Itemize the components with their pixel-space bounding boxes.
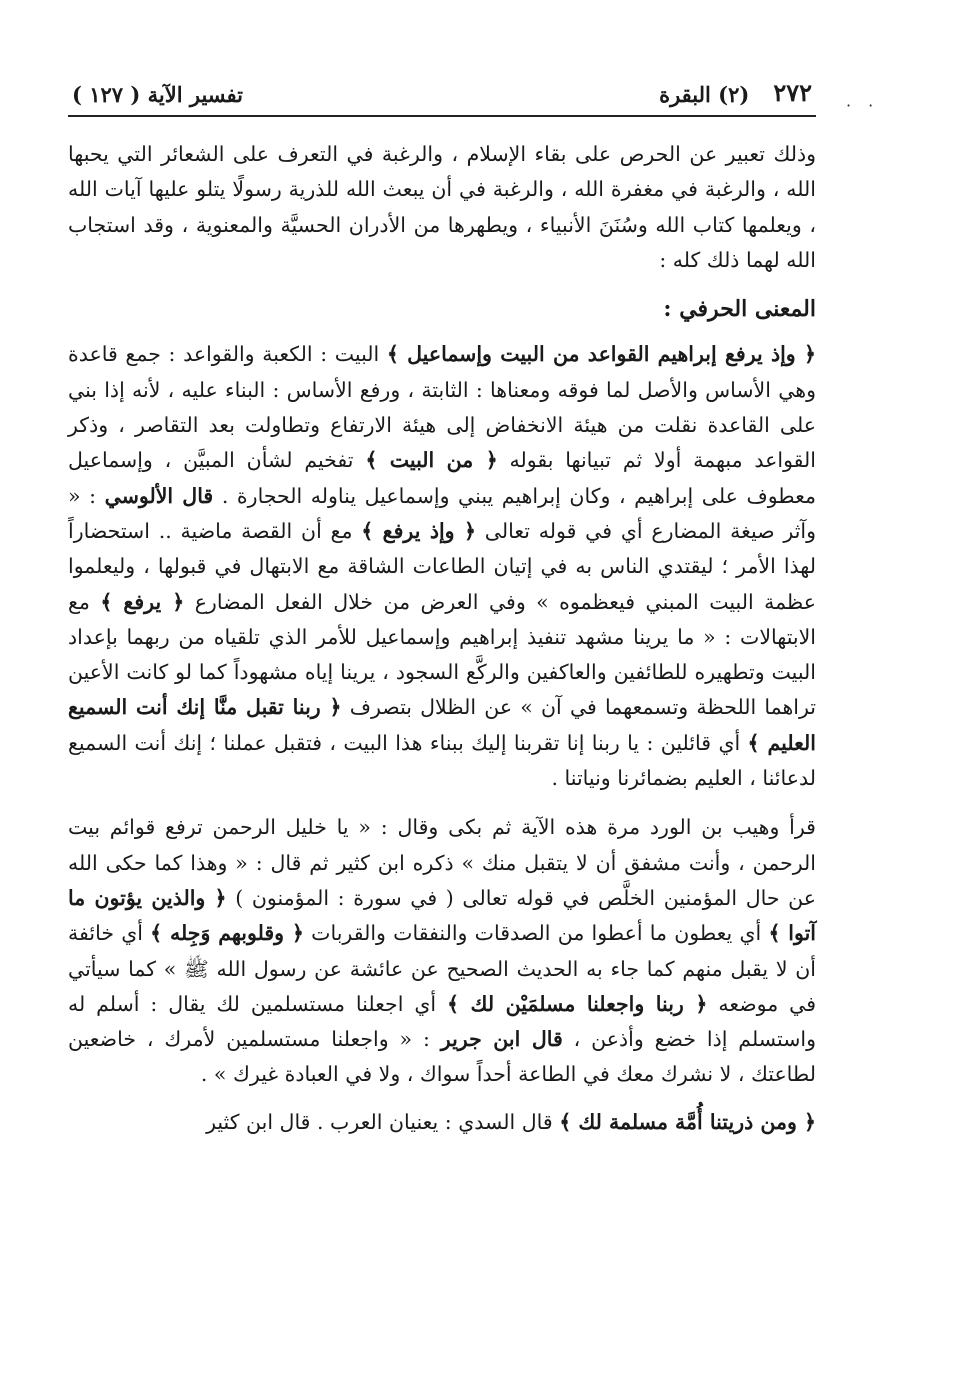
text-run: البيت : الكعبة والقواعد : جمع قاعدة وهي الأساس والأصل لما فوقه ومعناها : الثابتة ، ورفع الأساس : البناء عليه ، لأنه إذا بني على القاعدة نقلت من هيئة الانخفاض إلى هيئة الارتفاع وتطاولت بعد التقاصر ، وذكر القواعد مبهمة أولا ثم تبيانها بقوله — [68, 342, 816, 473]
text-run: أي قائلين : يا ربنا إنا تقربنا إليك ببناء هذا البيت ، فتقبل عملنا ؛ إنك أنت السميع لدعائنا ، العليم بضمائرنا ونياتنا . — [68, 730, 816, 791]
book-page — [68, 78, 816, 1140]
scholar-name: قال ابن جرير — [440, 1027, 563, 1052]
quran-quote: ﴿ ربنا واجعلنا مسلمَيْن لك ﴾ — [447, 991, 708, 1016]
quran-quote: ﴿ ربنا تقبل منَّا إنك أنت السميع العليم ﴾ — [68, 695, 816, 755]
text-run: : « وآثر صيغة المضارع أي في قوله تعالى — [68, 483, 817, 543]
text-run: : « واجعلنا مستسلمين لأمرك ، خاضعين لطاعتك ، لا نشرك معك في الطاعة أحداً سواك ، ولا في العبادة غيرك » . — [68, 1027, 816, 1087]
text-run: قرأ وهيب بن الورد مرة هذه الآية ثم بكى وقال : « يا خليل الرحمن ترفع قوائم بيت الرحمن ، وأنت مشفق أن لا يتقبل منك » ذكره ابن كثير ثم قال : « وهذا كما حكى الله عن حال المؤمنين الخلَّص في قوله تعالى ( في سورة : المؤمنون ) — [68, 815, 816, 910]
section-heading: المعنى الحرفي : — [663, 296, 816, 323]
quran-quote: ﴿ ومن ذريتنا أُمَّة مسلمة لك ﴾ — [559, 1109, 816, 1134]
page-number: ٢٧٢ — [773, 78, 812, 107]
quran-quote: ﴿ وقلوبهم وَجِله ﴾ — [150, 921, 304, 946]
text-run: أي خائفة أن لا يقبل منهم كما جاء به الحديث الصحيح عن عائشة عن رسول الله ﷺ » كما سيأتي في موضعه — [68, 921, 817, 1016]
surah-title: (٢) البقرة — [659, 82, 750, 107]
scholar-name: قال الألوسي — [104, 483, 214, 508]
quran-quote: ﴿ يرفع ﴾ — [100, 589, 185, 614]
quran-quote: ﴿ والذين يؤتون ما آتوا ﴾ — [68, 885, 816, 946]
text-run: مع الابتهالات : « ما يرينا مشهد تنفيذ إبراهيم وإسماعيل للأمر الذي تلقياه من ربهما بإعداد البيت وتطهيره للطائفين والعاكفين والركَّع السجود ، يرينا إياه مشهوداً كما لو كانت الأعين تراهما اللحظة وتسمعهما في آن » عن الظلال بتصرف — [68, 589, 816, 720]
text-run: أي اجعلنا مستسلمين لك يقال : أسلم له واستسلم إذا خضع وأذعن ، — [68, 991, 816, 1052]
offspring-paragraph — [68, 1105, 816, 1140]
quran-quote: ﴿ من البيت ﴾ — [365, 448, 498, 473]
quran-quote: ﴿ وإذ يرفع إبراهيم القواعد من البيت وإسماعيل ﴾ — [386, 342, 816, 367]
quran-quote: ﴿ وإذ يرفع ﴾ — [361, 518, 476, 543]
text-run: قال السدي : يعنيان العرب . قال ابن كثير — [206, 1109, 560, 1134]
text-run: تفخيم لشأن المبيَّن ، وإسماعيل معطوف على إبراهيم ، وكان إبراهيم يبني وإسماعيل يناوله الحجارة . — [68, 448, 816, 508]
corner-marks: · · — [846, 96, 880, 115]
header-right — [659, 78, 812, 107]
text-run: مع أن القصة ماضية .. استحضاراً لهذا الأمر ؛ ليقتدي الناس به في إتيان الطاعات الشاقة مع الابتهال في قبولها ، وليعلموا عظمة البيت المبني فيعظموه » وفي العرض من خلال الفعل المضارع — [68, 518, 816, 614]
text-run: أي يعطون ما أعطوا من الصدقات والنفقات والقربات — [303, 921, 769, 946]
literal-meaning-paragraph — [68, 337, 816, 796]
page-header — [68, 78, 816, 117]
page-content — [68, 137, 816, 1140]
intro-paragraph: وذلك تعبير عن الحرص على بقاء الإسلام ، والرغبة في التعرف على الشعائر التي يحبها الله ، والرغبة في مغفرة الله ، والرغبة في أن يبعث الله للذرية رسولًا يتلو عليها آيات الله ، ويعلمها كتاب الله وسُنَنَ الأنبياء ، ويطهرها من الأدران الحسيَّة والمعنوية ، وقد استجاب الله لهما ذلك كله : — [68, 142, 816, 272]
section-title: تفسير الآية ( ١٢٧ ) — [72, 82, 244, 107]
wuhayb-paragraph — [68, 810, 816, 1092]
